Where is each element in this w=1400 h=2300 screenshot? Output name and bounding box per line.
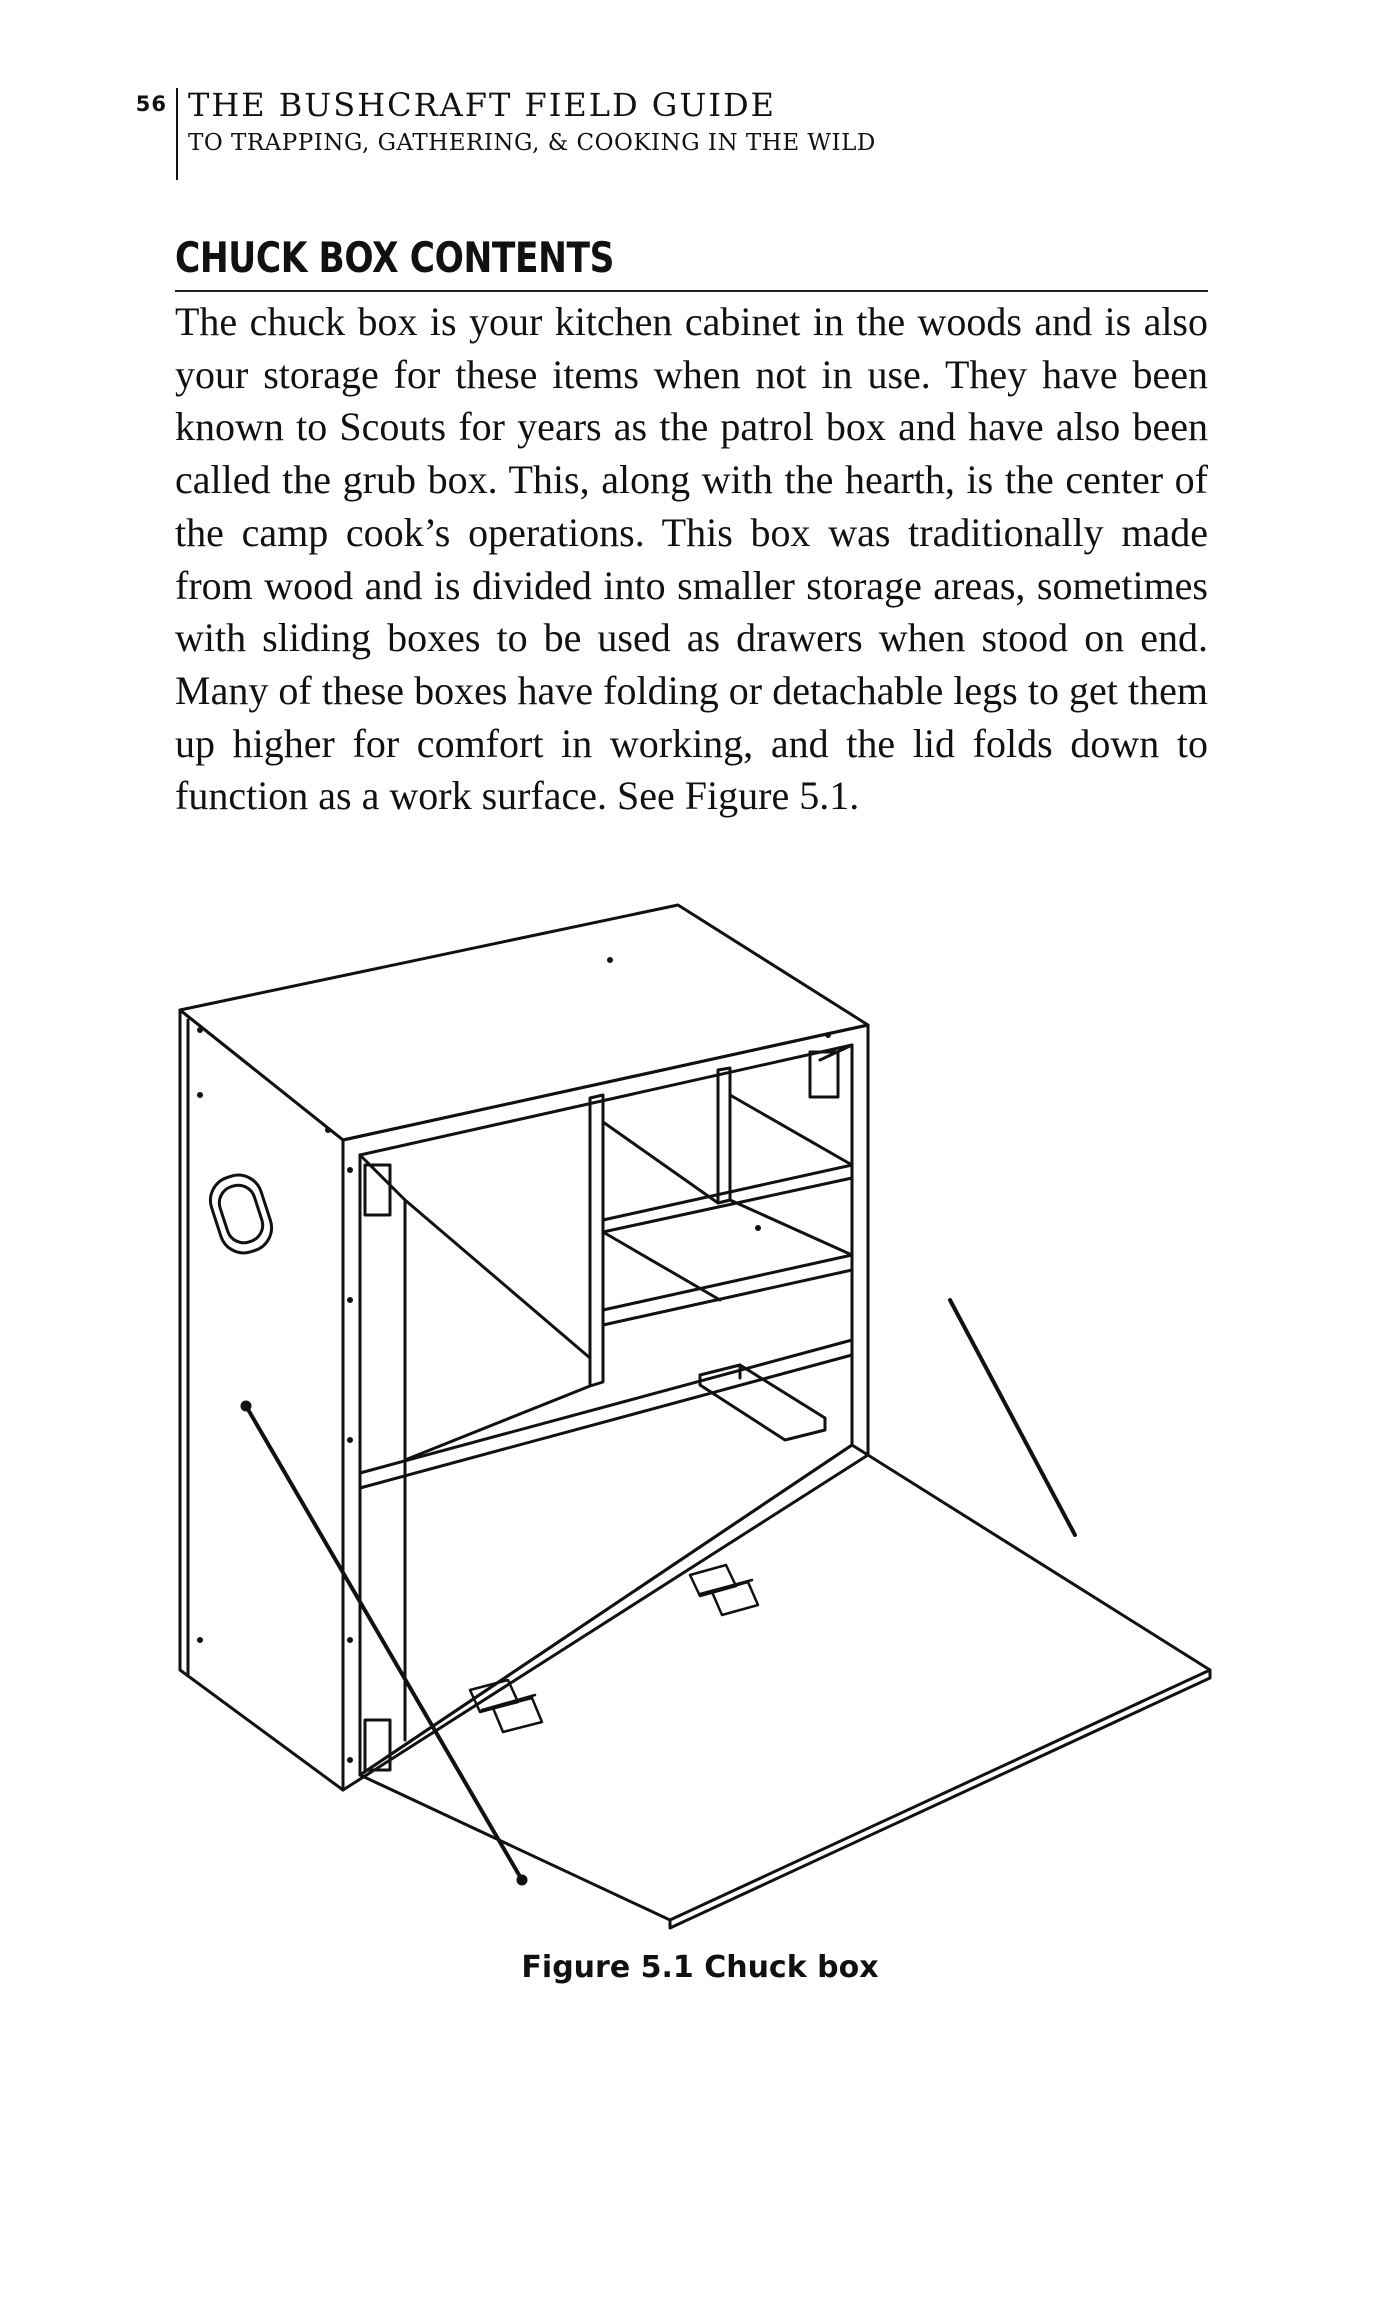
figure-caption: Figure 5.1 Chuck box — [521, 1950, 879, 1985]
left-hinge — [470, 1680, 542, 1732]
right-support-cord — [950, 1300, 1075, 1535]
box-top — [180, 905, 868, 1140]
box-left-side — [180, 1010, 343, 1790]
folding-lid — [360, 1445, 1210, 1920]
handle-hole — [204, 1169, 278, 1259]
bottom-shelf — [360, 1340, 852, 1488]
chuck-box-illustration — [160, 880, 1220, 1940]
section-divider — [175, 290, 1208, 292]
header-divider — [176, 88, 178, 180]
right-hinge — [690, 1565, 758, 1615]
book-title: THE BUSHCRAFT FIELD GUIDE — [188, 86, 776, 124]
chuck-box-figure — [160, 880, 1220, 2300]
page-number: 56 — [135, 92, 167, 116]
section-heading: CHUCK BOX CONTENTS — [175, 233, 614, 282]
middle-shelf — [603, 1255, 852, 1325]
left-support-cord — [246, 1406, 522, 1880]
body-paragraph: The chuck box is your kitchen cabinet in the woods and is also your storage for these items when not in use. They have been known to Scouts for years as the patrol box and have also been called the grub box. This, along with the hearth, is the center of the camp cook’s operations. This box was traditionally made from wood and is divided into smaller storage areas, sometimes with sliding boxes to be used as drawers when stood on end. Many of these boxes have folding or detachable legs to get them up higher for comfort in working, and the lid folds down to function as a work surface. See Figure 5.1. — [175, 299, 1208, 819]
vertical-divider — [590, 1095, 603, 1386]
book-subtitle: TO TRAPPING, GATHERING, & COOKING IN THE WILD — [188, 130, 876, 156]
